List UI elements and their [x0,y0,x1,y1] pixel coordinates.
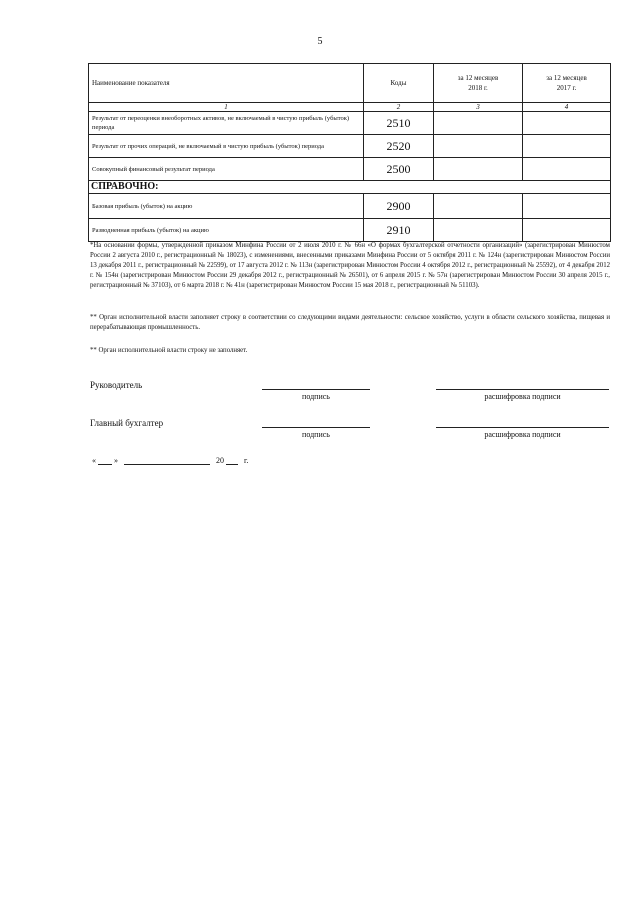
head-signature-line[interactable] [262,389,370,390]
row-value-2017 [523,158,611,181]
header-period-2017 [523,64,611,103]
header-name: Наименование показателя [89,64,364,103]
header-codes: Коды [364,64,434,103]
head-decode-caption: расшифровка подписи [484,392,561,401]
col-number-3: 3 [434,103,523,112]
accountant-signature-line[interactable] [262,427,370,428]
date-year-suffix: г. [244,456,249,465]
accountant-decode-line[interactable] [436,427,609,428]
head-label: Руководитель [90,380,143,390]
row-value-2017 [523,194,611,219]
row-value-2017 [523,112,611,135]
row-value-2018 [434,158,523,181]
header-period-2018 [434,64,523,103]
table-row [89,135,611,158]
row-label: Базовая прибыль (убыток) на акцию [89,194,364,219]
table-row [89,112,611,135]
row-value-2018 [434,135,523,158]
table-row [89,194,611,219]
date-open-quote: « [92,456,96,465]
head-decode-line[interactable] [436,389,609,390]
date-day-blank[interactable] [98,455,112,465]
row-label: Результат от прочих операций, не включаемый в чистую прибыль (убыток) периода [89,135,364,158]
accountant-decode-caption: расшифровка подписи [484,430,561,439]
date-year-prefix: 20 [216,456,224,465]
row-code: 2900 [364,194,434,219]
row-label: Разводненная прибыль (убыток) на акцию [89,219,364,242]
reference-title: СПРАВОЧНО: [89,181,611,194]
header-period-2018-line1: за 12 месяцев [457,74,499,82]
row-value-2018 [434,194,523,219]
header-period-2017-line2: 2017 г. [556,84,577,92]
date-month-blank[interactable] [124,455,210,465]
col-number-4: 4 [523,103,611,112]
footnote-form-basis: *На основании формы, утвержденной приказом Минфина России от 2 июля 2010 г. № 66н «О формах бухгалтерской отчетности организаций» (зарегистрирован Минюстом России 2 августа 2010 г., регистрационный № 18023), с изменениями, внесенными приказами Минфина России от 5 октября 2011 г. № 124н (зарегистрирован Минюстом России 13 декабря 2011 г., регистрационный № 22599), от 17 августа 2012 г. № 113н (зарегистрирован Минюстом России 4 октября 2012 г., регистрационный № 25592), от 4 декабря 2012 г. № 154н (зарегистрирован Минюстом России 29 декабря 2012 г., регистрационный № 26501), от 6 апреля 2015 г. № 57н (зарегистрирован Минюстом России 30 апреля 2015 г., регистрационный № 37103), от 6 марта 2018 г. № 41н (зарегистрирован Минюстом России 15 мая 2018 г., регистрационный № 51103). [90,242,610,289]
row-value-2017 [523,219,611,242]
row-code: 2910 [364,219,434,242]
date-line [92,455,248,465]
footnote-activity-types: ** Орган исполнительной власти заполняет строку в соответствии со следующими видами деятельности: сельское хозяйство, услуги в области сельского хозяйства, пищевая и перерабатывающая промышленность. [90,314,610,331]
row-code: 2500 [364,158,434,181]
col-number-1: 1 [89,103,364,112]
financial-results-table [88,63,611,242]
header-period-2017-line1: за 12 месяцев [546,74,587,82]
row-code: 2510 [364,112,434,135]
accountant-label: Главный бухгалтер [90,418,164,428]
row-value-2018 [434,112,523,135]
reference-title-row [89,181,611,194]
date-year-blank[interactable] [226,455,238,465]
head-signature-caption: подпись [302,392,330,401]
row-label: Совокупный финансовый результат периода [89,158,364,181]
row-value-2017 [523,135,611,158]
footnote-not-filled: ** Орган исполнительной власти строку не заполняет. [90,347,248,354]
table-row [89,219,611,242]
date-close-quote: » [114,456,118,465]
row-value-2018 [434,219,523,242]
row-label: Результат от переоценки внеоборотных активов, не включаемый в чистую прибыль (убыток) периода [89,112,364,135]
accountant-signature-caption: подпись [302,430,330,439]
header-period-2018-line2: 2018 г. [468,84,488,92]
table-row [89,158,611,181]
table-header-row [89,64,611,103]
page-number: 5 [317,36,323,47]
column-number-row [89,103,611,112]
col-number-2: 2 [364,103,434,112]
row-code: 2520 [364,135,434,158]
